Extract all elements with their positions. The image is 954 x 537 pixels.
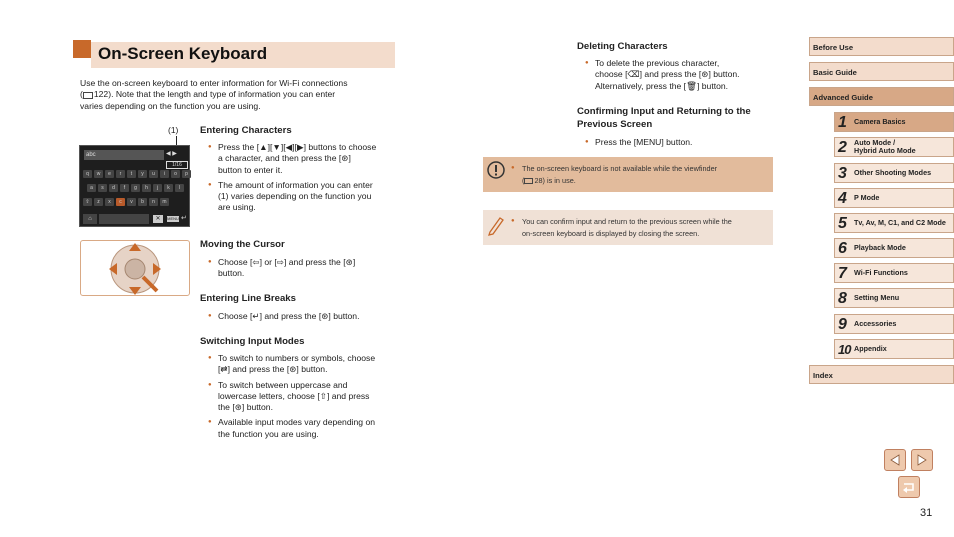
nav-chapter-4[interactable] [834, 188, 954, 208]
list-moving-cursor [208, 257, 398, 284]
key: g [131, 184, 140, 192]
return-arrow-icon [902, 481, 916, 493]
page-title: On-Screen Keyboard [98, 44, 268, 63]
keyboard-row-1 [83, 170, 191, 178]
chapter-label: Wi-Fi Functions [854, 267, 908, 277]
control-dial-icon [81, 241, 191, 297]
note-box [483, 210, 773, 245]
nav-chapter-9[interactable] [834, 314, 954, 334]
book-icon [524, 178, 533, 184]
key: v [127, 198, 136, 206]
list-item-line: are using. [218, 202, 256, 213]
list-item-line: ● The amount of information you can enter [218, 179, 373, 190]
list-item-line: ● Choose [↵] and press the [⊛] button. [218, 311, 360, 321]
caution-box [483, 157, 773, 192]
keyboard-row-2 [87, 184, 184, 192]
chapter-number: 6 [838, 240, 847, 257]
heading-switching-modes: Switching Input Modes [200, 336, 305, 347]
list-item [208, 380, 398, 414]
chapter-number: 10 [838, 342, 851, 357]
intro-line-2-text: 122). Note that the length and type of information you can enter [93, 89, 336, 100]
nav-chapter-10[interactable] [834, 339, 954, 359]
list-item-line: the [⊛] button. [218, 402, 273, 413]
chapter-number: 5 [838, 215, 847, 232]
callout-label: (1) [168, 125, 179, 135]
chapter-number: 7 [838, 265, 847, 282]
list-item-line: choose [⌫] and press the [⊛] button. [595, 69, 740, 80]
list-item [208, 417, 398, 440]
nav-chapter-1[interactable] [834, 112, 954, 132]
list-item [585, 137, 775, 148]
nav-index[interactable]: Index [809, 365, 954, 384]
keyboard-arrow-icons: ◀ ▶ [166, 151, 177, 157]
list-item-line: a character, and then press the [⊛] [218, 153, 351, 164]
key: f [120, 184, 129, 192]
chapter-label: Camera Basics [854, 116, 906, 126]
book-icon [83, 92, 93, 99]
return-key-icon: ↵ [181, 215, 187, 222]
arrow-left-icon [889, 454, 901, 466]
space-key [99, 214, 149, 224]
nav-before-use[interactable]: Before Use [809, 37, 954, 56]
list-item [208, 257, 398, 280]
key: i [160, 170, 169, 178]
heading-line: Previous Screen [577, 119, 653, 130]
key: u [149, 170, 158, 178]
chapter-number: 8 [838, 290, 847, 307]
list-item-line: ● Press the [MENU] button. [595, 137, 693, 147]
note-text [522, 216, 732, 240]
caution-line-2-text: 28) is in use. [534, 176, 576, 185]
page-number: 31 [920, 507, 933, 519]
list-item [208, 180, 398, 214]
menu-key: MENU [167, 216, 179, 221]
chapter-number: 1 [838, 114, 847, 131]
key: l [175, 184, 184, 192]
key: n [149, 198, 158, 206]
nav-chapter-3[interactable] [834, 163, 954, 183]
list-item-line: ● Available input modes vary depending on [218, 417, 376, 428]
key: z [94, 198, 103, 206]
key: q [83, 170, 92, 178]
key: t [127, 170, 136, 178]
bullet-icon: ● [511, 165, 515, 171]
list-entering-characters [208, 142, 398, 218]
return-button[interactable] [898, 476, 920, 498]
chapter-label: P Mode [854, 192, 880, 202]
chapter-label [854, 138, 916, 156]
list-item-line: (1) varies depending on the function you [218, 191, 372, 202]
key: d [109, 184, 118, 192]
caution-line-2: ( 28) is in use. [522, 176, 576, 185]
key: h [142, 184, 151, 192]
list-item-line: ● To delete the previous character, [595, 58, 720, 68]
list-line-breaks [208, 311, 398, 326]
chapter-label: Appendix [854, 343, 887, 353]
note-line-2: on-screen keyboard is displayed by closing the screen. [522, 229, 700, 238]
nav-chapter-5[interactable] [834, 213, 954, 233]
chapter-label-line: Auto Mode / [854, 137, 896, 147]
home-key-icon: ⌂ [83, 214, 97, 224]
chapter-number: 3 [838, 165, 847, 182]
key: x [105, 198, 114, 206]
nav-advanced-guide[interactable]: Advanced Guide [809, 87, 954, 106]
chapter-number: 2 [838, 139, 847, 156]
list-deleting [585, 58, 775, 96]
key: m [160, 198, 169, 206]
key: c [116, 198, 125, 206]
nav-chapter-6[interactable] [834, 238, 954, 258]
key: o [171, 170, 180, 178]
chapter-label: Other Shooting Modes [854, 167, 932, 177]
key: j [153, 184, 162, 192]
key: k [164, 184, 173, 192]
key: a [87, 184, 96, 192]
previous-page-button[interactable] [884, 449, 906, 471]
chapter-label-line: Hybrid Auto Mode [854, 146, 916, 155]
keyboard-screenshot [79, 145, 190, 227]
pencil-icon [487, 214, 505, 236]
shift-key-icon: ⇧ [83, 198, 92, 206]
list-item-line: Alternatively, press the [🗑] button. [595, 80, 729, 91]
heading-confirming-input [577, 105, 751, 131]
chapter-label: Setting Menu [854, 292, 900, 302]
arrow-right-icon [916, 454, 928, 466]
list-item [208, 311, 398, 322]
list-item-line: ● To switch between uppercase and [218, 379, 348, 390]
list-item-line: lowercase letters, choose [⇧] and press [218, 390, 370, 401]
list-item-line: ● To switch to numbers or symbols, choose [218, 353, 376, 363]
key: y [138, 170, 147, 178]
list-confirming [585, 137, 775, 152]
keyboard-counter: 1/16 [166, 161, 188, 169]
list-item [208, 353, 398, 376]
title-accent-square [73, 40, 91, 58]
bullet-icon: ● [511, 218, 515, 224]
control-dial-illustration [80, 240, 190, 296]
list-item [585, 58, 775, 92]
key: e [105, 170, 114, 178]
delete-key-icon: ✕ [153, 215, 163, 223]
list-item-line: ● Choose [⇦] or [⇨] and press the [⊛] [218, 257, 356, 267]
key: w [94, 170, 103, 178]
intro-line-2: ( 122). Note that the length and type of information you can enter [80, 89, 336, 100]
list-item-line: button to enter it. [218, 164, 283, 175]
note-line-1: You can confirm input and return to the previous screen while the [522, 217, 732, 226]
caution-icon [486, 160, 506, 180]
next-page-button[interactable] [911, 449, 933, 471]
chapter-number: 9 [838, 316, 847, 333]
intro-text [80, 78, 390, 112]
chapter-label: Playback Mode [854, 242, 906, 252]
nav-basic-guide[interactable]: Basic Guide [809, 62, 954, 81]
chapter-label: Accessories [854, 318, 897, 328]
nav-chapter-7[interactable] [834, 263, 954, 283]
list-item-line: button. [218, 268, 245, 279]
nav-chapter-8[interactable] [834, 288, 954, 308]
keyboard-input-field: abc [84, 150, 164, 160]
heading-line: Confirming Input and Returning to the [577, 106, 751, 117]
heading-line-breaks: Entering Line Breaks [200, 293, 296, 304]
keyboard-row-3 [83, 198, 169, 206]
key: s [98, 184, 107, 192]
heading-moving-cursor: Moving the Cursor [200, 239, 285, 250]
chapter-number: 4 [838, 190, 847, 207]
list-switching-modes [208, 353, 398, 444]
key: r [116, 170, 125, 178]
keyboard-bottom-row [83, 214, 187, 224]
nav-chapter-2[interactable] [834, 137, 954, 157]
list-item-line: the function you are using. [218, 428, 319, 439]
chapter-label: Tv, Av, M, C1, and C2 Mode [854, 217, 946, 227]
list-item [208, 142, 398, 176]
list-item-line: [⇄] and press the [⊛] button. [218, 364, 328, 375]
key: p [182, 170, 191, 178]
intro-line-3: varies depending on the function you are using. [80, 100, 261, 111]
heading-deleting-characters: Deleting Characters [577, 41, 668, 52]
heading-entering-characters: Entering Characters [200, 125, 292, 136]
caution-text [522, 163, 717, 187]
intro-line-1: Use the on-screen keyboard to enter information for Wi-Fi connections [80, 78, 348, 88]
list-item-line: ● Press the [▲][▼][◀][▶] buttons to choose [218, 142, 377, 152]
caution-line-1: The on-screen keyboard is not available while the viewfinder [522, 164, 718, 173]
key: b [138, 198, 147, 206]
